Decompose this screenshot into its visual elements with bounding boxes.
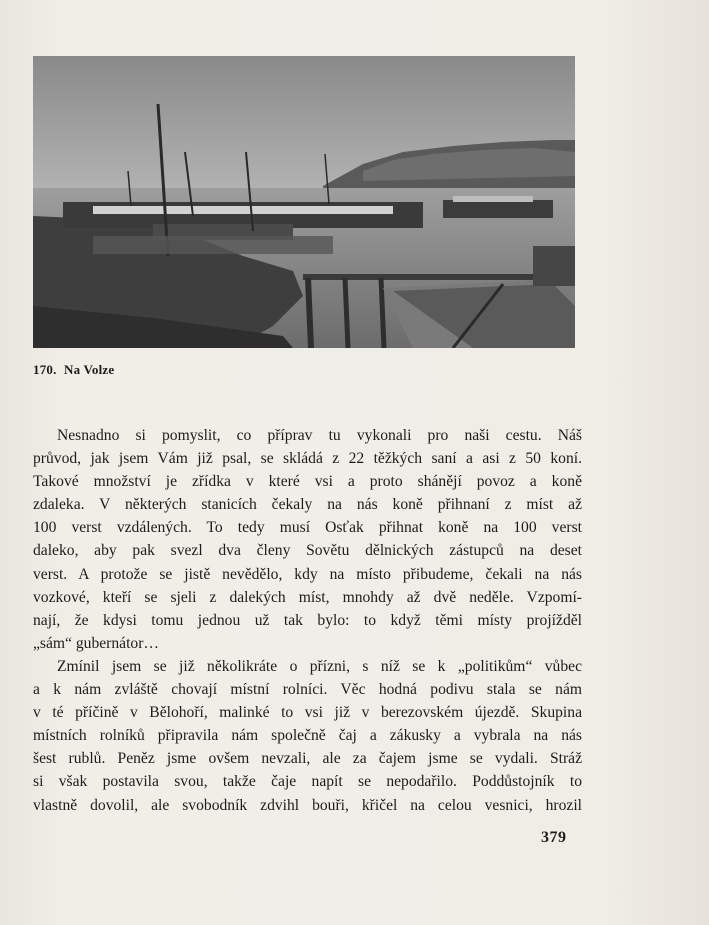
figure-number: 170. <box>33 362 57 377</box>
harbor-illustration <box>33 56 575 348</box>
text-line: si však postavila svou, takže čaje napít se nepodařilo. Poddůstojník to <box>33 773 582 791</box>
paragraph-1 <box>33 424 582 655</box>
text-line: v té příčině v Bělohoří, malinké to vsi již v berezovském újezdě. Skupina <box>33 704 582 722</box>
text-line: vlastně dovolil, ale svobodník zdvihl bouři, křičel na celou vesnici, hrozil <box>33 796 582 814</box>
text-line: místních rolníků připravila nám společně čaj a zákusky a vybrala na nás <box>33 727 582 745</box>
body-text <box>33 424 582 817</box>
text-line: a k nám zvláště chovají místní rolníci. Věc hodná podivu stala se nám <box>33 681 582 699</box>
text-line: průvod, jak jsem Vám již psal, se skládá z 22 těžkých saní a asi z 50 koní. <box>33 450 582 468</box>
text-line: Nesnadno si pomyslit, co příprav tu vykonali pro naši cestu. Náš <box>57 427 582 444</box>
text-line: vozkové, kteří se sjeli z dalekých míst, mnohdy až dvě neděle. Vzpomí- <box>33 588 582 606</box>
page-number: 379 <box>541 829 567 846</box>
text-line: Zmínil jsem se již několikráte o přízni, s níž se k „politikům“ vůbec <box>57 657 582 675</box>
figure-title: Na Volze <box>64 362 115 377</box>
text-line: daleko, aby pak svezl dva členy Sovětu dělnických zástupců na deset <box>33 542 582 560</box>
paragraph-2 <box>33 655 582 817</box>
text-line: 100 verst vzdálených. To tedy musí Osťak přihnat koně na 100 verst <box>33 519 582 537</box>
text-line: verst. A protože se jistě nevědělo, kdy na místo přibudeme, čekali na nás <box>33 565 582 583</box>
text-line: „sám“ gubernátor… <box>33 634 159 652</box>
text-line: šest rublů. Peněz jsme ovšem nevzali, ale za čajem jsme se vydali. Stráž <box>33 750 582 768</box>
text-line: Takové množství je zřídka v které vsi a proto shánějí povoz a koně <box>33 473 582 491</box>
photograph-volga-harbor <box>33 56 575 348</box>
text-line: nají, že kdysi tomu jednou už tak bylo: to když těmi místy projížděl <box>33 611 582 629</box>
figure-caption <box>33 362 114 378</box>
text-line: zdaleka. V některých stanicích čekaly na nás koně přihnaní z míst až <box>33 496 582 514</box>
